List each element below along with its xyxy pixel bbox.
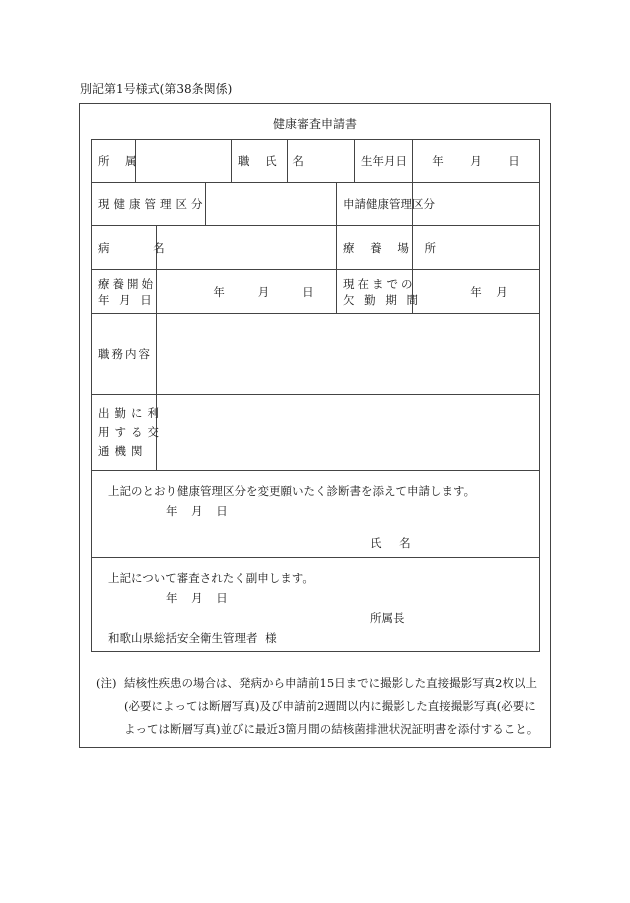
place-label: 療 養 場 所 — [337, 226, 413, 270]
row-commute — [92, 395, 540, 471]
form-title: 健康審査申請書 — [272, 117, 357, 131]
note-lead: (注) — [96, 676, 117, 690]
absence-year-unit: 年 — [470, 284, 482, 299]
forward-section — [92, 558, 540, 652]
affiliation-label: 所 属 — [92, 140, 136, 183]
addressee: 和歌山県総括安全衛生管理者 様 — [108, 631, 277, 645]
request-section — [92, 471, 540, 558]
note-line-2: (必要によっては断層写真)及び申請前2週間以内に撮影した直接撮影写真(必要に — [124, 699, 536, 713]
birth-label: 生年月日 — [355, 140, 413, 183]
commute-label: 出勤に利 用する交 通機関 — [92, 395, 157, 471]
application-table — [91, 139, 540, 652]
head-label: 所属長 — [370, 611, 405, 625]
absence-period-field[interactable] — [413, 270, 540, 314]
commute-field[interactable] — [157, 395, 540, 471]
absence-month-unit: 月 — [496, 284, 508, 299]
applied-category-label: 申請健康管理区分 — [337, 183, 413, 226]
forward-date: 年 月 日 — [166, 591, 230, 605]
current-category-field[interactable] — [206, 183, 337, 226]
request-date: 年 月 日 — [166, 504, 230, 518]
birth-year-unit: 年 — [432, 154, 444, 168]
row-health-category — [92, 183, 540, 226]
row-affiliation — [92, 140, 540, 183]
disease-label: 病 名 — [92, 226, 157, 270]
duty-label: 職務内容 — [92, 314, 157, 395]
start-year-unit: 年 — [213, 284, 225, 299]
forward-text: 上記について審査されたく副申します。 — [108, 571, 314, 585]
row-duties — [92, 314, 540, 395]
current-category-label: 現健康管理区分 — [92, 183, 206, 226]
note-line-1: 結核性疾患の場合は、発病から申請前15日までに撮影した直接撮影写真2枚以上 — [124, 676, 537, 690]
request-text: 上記のとおり健康管理区分を変更願いたく診断書を添えて申請します。 — [108, 484, 476, 498]
start-month-unit: 月 — [257, 284, 270, 299]
row-forward — [92, 558, 540, 652]
row-request — [92, 471, 540, 558]
form-caption: 別記第1号様式(第38条関係) — [80, 82, 233, 96]
absence-label: 現在までの 欠 勤 期 間 — [337, 270, 413, 314]
row-disease — [92, 226, 540, 270]
start-date-field[interactable] — [157, 270, 337, 314]
birth-month-unit: 月 — [470, 154, 482, 168]
name-label: 職 氏 名 — [232, 140, 288, 183]
duty-field[interactable] — [157, 314, 540, 395]
note-line-3: よっては断層写真)並びに最近3箇月間の結核菌排泄状況証明書を添付すること。 — [124, 722, 539, 736]
birth-day-unit: 日 — [508, 154, 520, 168]
birth-date-field[interactable] — [413, 140, 540, 183]
affiliation-field[interactable] — [136, 140, 232, 183]
applicant-name-label: 氏 名 — [370, 536, 411, 550]
start-day-unit: 日 — [302, 284, 314, 299]
start-label: 療養開始 年 月 日 — [92, 270, 157, 314]
row-treatment-start — [92, 270, 540, 314]
note-block — [96, 672, 541, 741]
